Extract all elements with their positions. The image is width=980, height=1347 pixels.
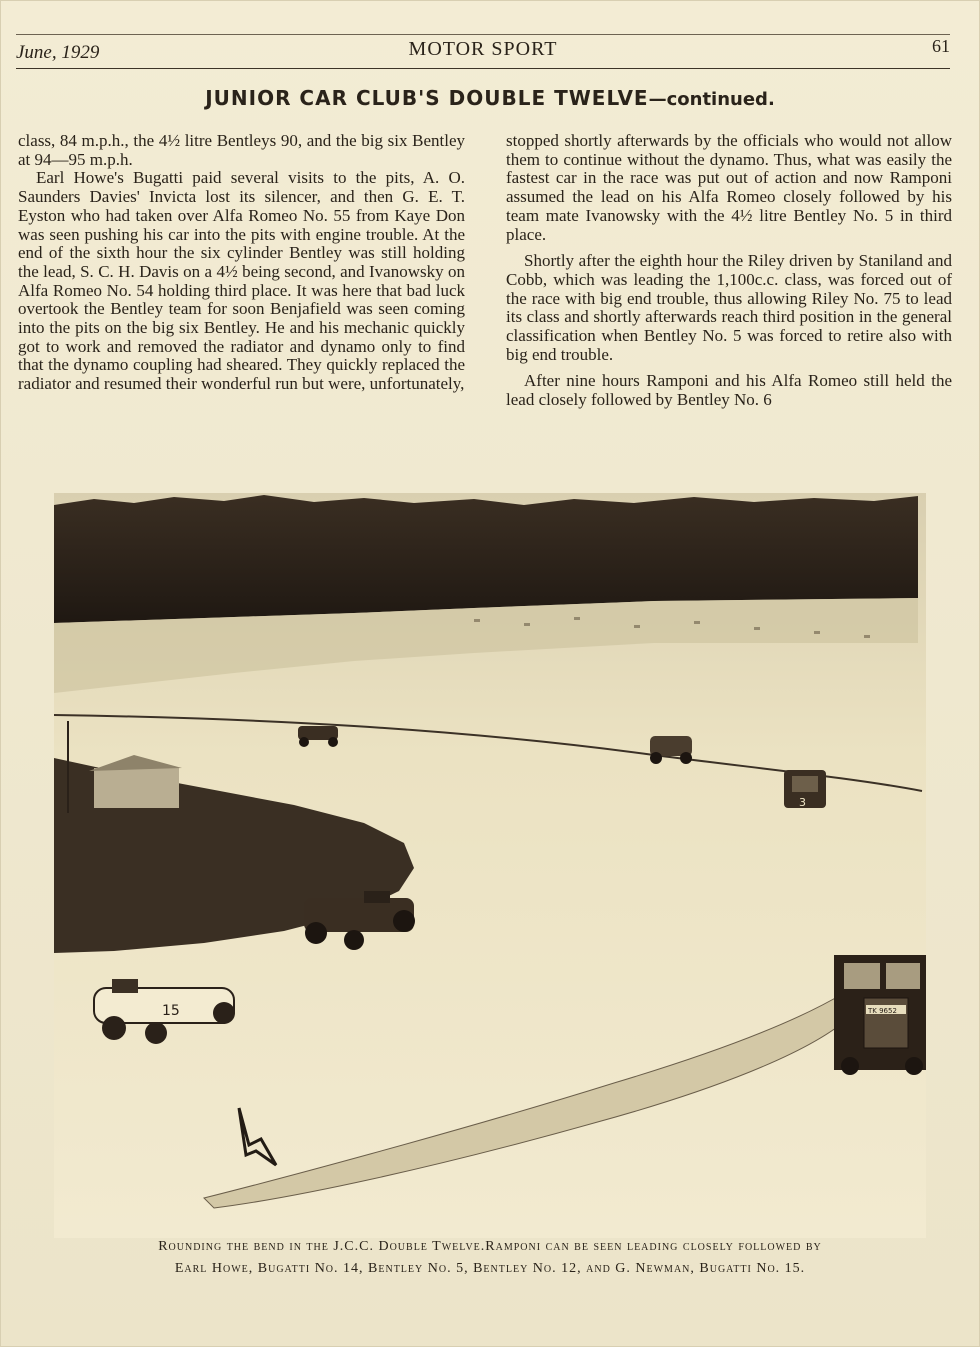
left-paragraph-1: class, 84 m.p.h., the 4½ litre Bentleys 90, and the big six Bentley at 94—95 m.p.h. (18, 131, 465, 169)
page-header (16, 34, 950, 70)
article-title (0, 86, 980, 110)
bus-plate: TK 9652 (868, 1007, 897, 1015)
car-3-number: 3 (799, 796, 806, 809)
car-3 (784, 770, 826, 809)
right-column (506, 132, 952, 410)
caption-line-2: Earl Howe, Bugatti No. 14, Bentley No. 5, Bentley No. 12, and G. Newman, Bugatti No. 15. (174, 1261, 806, 1276)
car-15-number: 15 (162, 1003, 180, 1019)
magazine-name: MOTOR SPORT (408, 38, 558, 60)
right-paragraph-2: Shortly after the eighth hour the Riley driven by Staniland and Cobb, which was leading the 1,100c.c. class, was forced out of the race with big end trouble, thus allowing Riley No. 75 to lead its class and shortly afterwards reach third position in the general classification when Bentley No. 5 was forced to retire also with big end trouble. (506, 251, 952, 364)
header-top-rule (16, 34, 950, 35)
article-title-text: JUNIOR CAR CLUB'S DOUBLE TWELVE (205, 86, 649, 110)
header-bottom-rule (16, 68, 950, 69)
right-paragraph-3: After nine hours Ramponi and his Alfa Romeo still held the lead closely followed by Bentley No. 6 (506, 371, 952, 410)
infield-building (94, 768, 179, 808)
race-photograph (54, 493, 926, 1238)
article-title-continued: —continued. (648, 89, 775, 110)
right-paragraph-1: stopped shortly afterwards by the officials who would not allow them to continue without the dynamo. Thus, what was easily the fastest car in the race was put out of action and now Ramponi assumed the lead on his Alfa Romeo closely followed by his team mate Ivanowsky with the 4½ litre Bentley No. 5 in third place. (506, 131, 952, 244)
bus (834, 955, 926, 1075)
photo-caption (60, 1236, 920, 1280)
issue-date: June, 1929 (16, 42, 100, 63)
page-number: 61 (932, 36, 950, 56)
left-column (18, 132, 465, 394)
caption-line-1: Rounding the bend in the J.C.C. Double Twelve.Ramponi can be seen leading closely followed by (158, 1239, 822, 1254)
left-paragraph-2: Earl Howe's Bugatti paid several visits to the pits, A. O. Saunders Davies' Invicta lost its silencer, and then G. E. T. Eyston who had taken over Alfa Romeo No. 55 from Kaye Don was seen pushing his car into the pits with engine trouble. At the end of the sixth hour the six cylinder Bentley was still holding the lead, S. C. H. Davis on a 4½ being second, and Ivanowsky on Alfa Romeo No. 54 holding third place. It was here that bad luck overtook the Bentley team for soon Benjafield was seen coming into the pits on the big six Bentley. He and his mechanic quickly got to work and removed the radiator and dynamo only to find that the dynamo coupling had sheared. They quickly replaced the radiator and resumed their wonderful run but were, unfortunately, (18, 168, 465, 394)
